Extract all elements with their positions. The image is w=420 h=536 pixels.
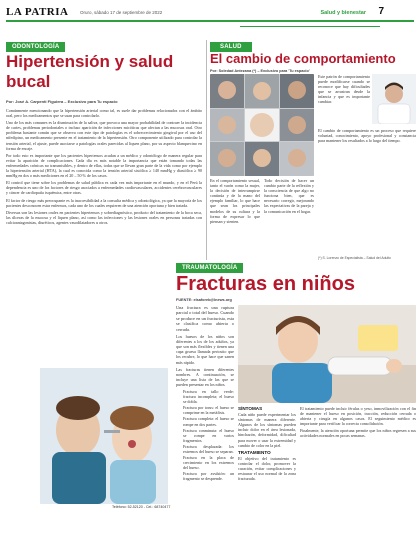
salud-paragraph: En el comportamiento sexual, tanto el varón como la mujer, la decisión de interrumpirse continúa y de la mano del ejemplo familiar, lo que hace que sean los principales modelos de su cultura y la forma de expresar lo que piensan y sienten. [210,178,260,224]
list-item: • Fractura en tallo verde: fractura incompleta; el hueso se dobla. [183,389,234,404]
dateline: Oruro, sábado 17 de septiembre de 2022 [80,10,163,15]
header-rule [6,20,414,22]
author-portrait [372,74,416,124]
sintomas-text: Cada niño puede experimentar los síntomas de manera diferente. Algunos de los síntomas pueden incluir dolor en el área lesionada, hinchazón, deformidad, dificultad para mover o usar la extremidad y cambio de color en la piel. [238,412,296,448]
tratamiento-text: El tratamiento puede incluir férulas o yeso, inmovilización con el fin de mantener el hueso en posición, tracción, reducción cerrada o abierta y cirugía en algunos casos. El seguimiento médico es importante para verificar la correcta consolidación. [300,406,416,427]
list-item: • Fractura por torus: el hueso se comprime en la metáfisis. [183,405,234,415]
page-header [6,6,414,20]
odontologia-paragraph: Diversas son las lesiones orales en pacientes hipertensos y sobrediagnóstico, producto del tratamiento de la boca seca, las úlceras de la mucosa y el liquen plano, así como las infecciones y las lesiones orales en personas tratadas con calcioantagonistas, diuréticos, agentes vasodilatadores u otros. [6,209,202,225]
list-item: • Fractura completa: el hueso se rompe en dos partes. [183,416,234,426]
section-title: Salud y bienestar [320,10,366,16]
traumatologia-paragraph: Las fracturas tienen diferentes nombres. A continuación, se incluye una lista de las que se pueden presentar en los niños. [176,366,234,387]
child-cast-photo [238,305,416,403]
salud-body-col2 [264,178,314,260]
header-rule-long [240,26,380,27]
salud-paragraph: Este patrón de comportamiento puede modificarse cuando se reconoce que hay dificultades que se arrastran desde la infancia y que es importante cambiar. [318,74,370,105]
sintomas-heading: SÍNTOMAS [238,406,263,411]
salud-body-col3 [318,74,370,124]
odontologia-paragraph: Comúnmente mencionando que la hipertensión arterial como tal, es suele dar problemas relacionados con el ámbito oral, pero los medicamentos que se usan para controlarlo. [6,108,202,119]
faces-collage-illustration [210,74,314,176]
odontologia-contact: Teléfono: 52-52120 - Cel.: 68740477 [112,505,171,509]
behavior-photo-collage [210,74,314,176]
traumatologia-tag: TRAUMATOLOGÍA [176,263,243,273]
tratamiento-heading: TRATAMIENTO [238,449,271,455]
salud-byline: Por: Soledad Antezana (*) – Exclusivo para 'Tu espacio' [210,69,310,73]
salud-caption: (*) S. Lorenzo de Especialista – Salud del Adulto [318,256,391,260]
diagnostico-text: El objetivo del tratamiento es controlar el dolor, promover la curación, evitar complicaciones y restaurar el uso normal de la zona fracturada. [238,455,296,482]
child-with-cast-illustration [238,305,416,403]
salud-paragraph: El cambio de comportamiento es un proceso que requiere voluntad, conocimiento, apoyo profesional y constancia para mantener los resultados a lo largo del tiempo. [318,128,416,144]
traumatologia-lead: Una fractura es una ruptura parcial o total del hueso. Cuando se produce en un fracturista, esta se clasifica como abierta o cerrada. [176,305,234,332]
odontologia-title: Hipertensión y salud bucal [6,52,174,91]
list-item: • Fractura en la placa de crecimiento en los extremos del hueso. [183,455,234,470]
traumatologia-col3 [300,406,416,532]
traumatologia-col1 [176,305,234,531]
odontologia-body [6,108,202,364]
column-divider [206,40,207,260]
list-item: • Fractura conminuta: el hueso se rompe en varios fragmentos. [183,428,234,443]
traumatologia-byline: FUENTE: elsaforeb@lnews.org [176,298,232,302]
odontologia-paragraph: Por todo esto es importante que los pacientes hipertensos acudan a un médico y odontólogo de manera regular para evitar la aparición de complicaciones. Cada día es más notable la importancia que están tomando todas las enfermedades crónicas no transmisibles, y dentro de ellas, todas que se llevan gran parte de la vida como por ejemplo la hipertensión arterial (HTA), la cual es conocida como la tensión arterial sistólica ≥ 140 mmHg y diastólica ≥ 90 mmHg en dos o más mediciones en el 20 – 50 % de los casos. [6,152,202,179]
odontologia-byline: Por: José A. Carpenti Figuiera – Exclusivo para Tu espacio [6,99,118,104]
salud-paragraph: Todo decisión de hacer un cambio parte de la reflexión y la consciencia de que algo no funciona bien, que es necesario corregir, mejorando las expectativas de la pareja y la comunicación en el hogar. [264,178,314,214]
closing-text: Finalmente, la atención oportuna permite que los niños regresen a sus actividades normales en pocas semanas. [300,428,416,439]
list-item: • Fractura desplazada: los extremos del hueso se separan. [183,444,234,454]
odontologia-paragraph: Uno de los más comunes es la disminución de la saliva, que provoca una mayor probabilidad de contraer la incidencia de caries, problemas periodontales o incluso aparición de infecciones micóticas que afectan a las mucosas oral. Otro problema bastante común que se observa con este tipo de patologías es el sobrecrecimiento gingival por el uso del nifedipino, un medicamento presente en el tratamiento de la hipertensión. Otro componente utilizado para controlar la tensión arterial, el ajuste, puede asociarse a patologías orales parecidas al liquen plano, por su aspecto blanquecino en forma de encaje. [6,120,202,151]
salud-title: El cambio de comportamiento [210,51,396,66]
page-number: 7 [378,6,384,17]
dental-illustration [40,368,168,504]
salud-tag: SALUD [210,42,252,52]
doctor-illustration [372,74,416,124]
traumatologia-col2 [238,406,296,532]
salud-body-col4 [318,128,416,254]
traumatologia-title: Fracturas en niños [176,273,355,295]
masthead: LA PATRIA [6,6,69,18]
odontologia-tag: ODONTOLOGÍA [6,42,65,52]
list-item: • Fractura por avulsión: un fragmento se desprende. [183,471,234,481]
fracture-types-list [176,389,234,482]
salud-body-col1 [210,178,260,260]
traumatologia-paragraph: Los huesos de los niños son diferentes a los de los adultos, ya que son más flexibles y tienen una capa gruesa llamada periostio que los recubre, lo que hace que sanen más rápido. [176,334,234,365]
odontologia-paragraph: El control que tiene sobre los problemas de salud pública es cada vez más importante en el mundo, y en el Perú la dependencia es uno de los factores de riesgo asociados a enfermedades cardiovasculares, accidentes cerebrovasculares y cáncer de cardiopatía isquémica, entre otras. [6,180,202,196]
odontologia-paragraph: El factor de riesgo más preocupante es la inaccesibilidad a la consulta médica y odontológica, ya que la mayoría de los pacientes desconocen estar enfermos, cada uno de los cuales requieren de una atención oportuna y bien tratada. [6,197,202,208]
dental-photo [40,368,168,504]
